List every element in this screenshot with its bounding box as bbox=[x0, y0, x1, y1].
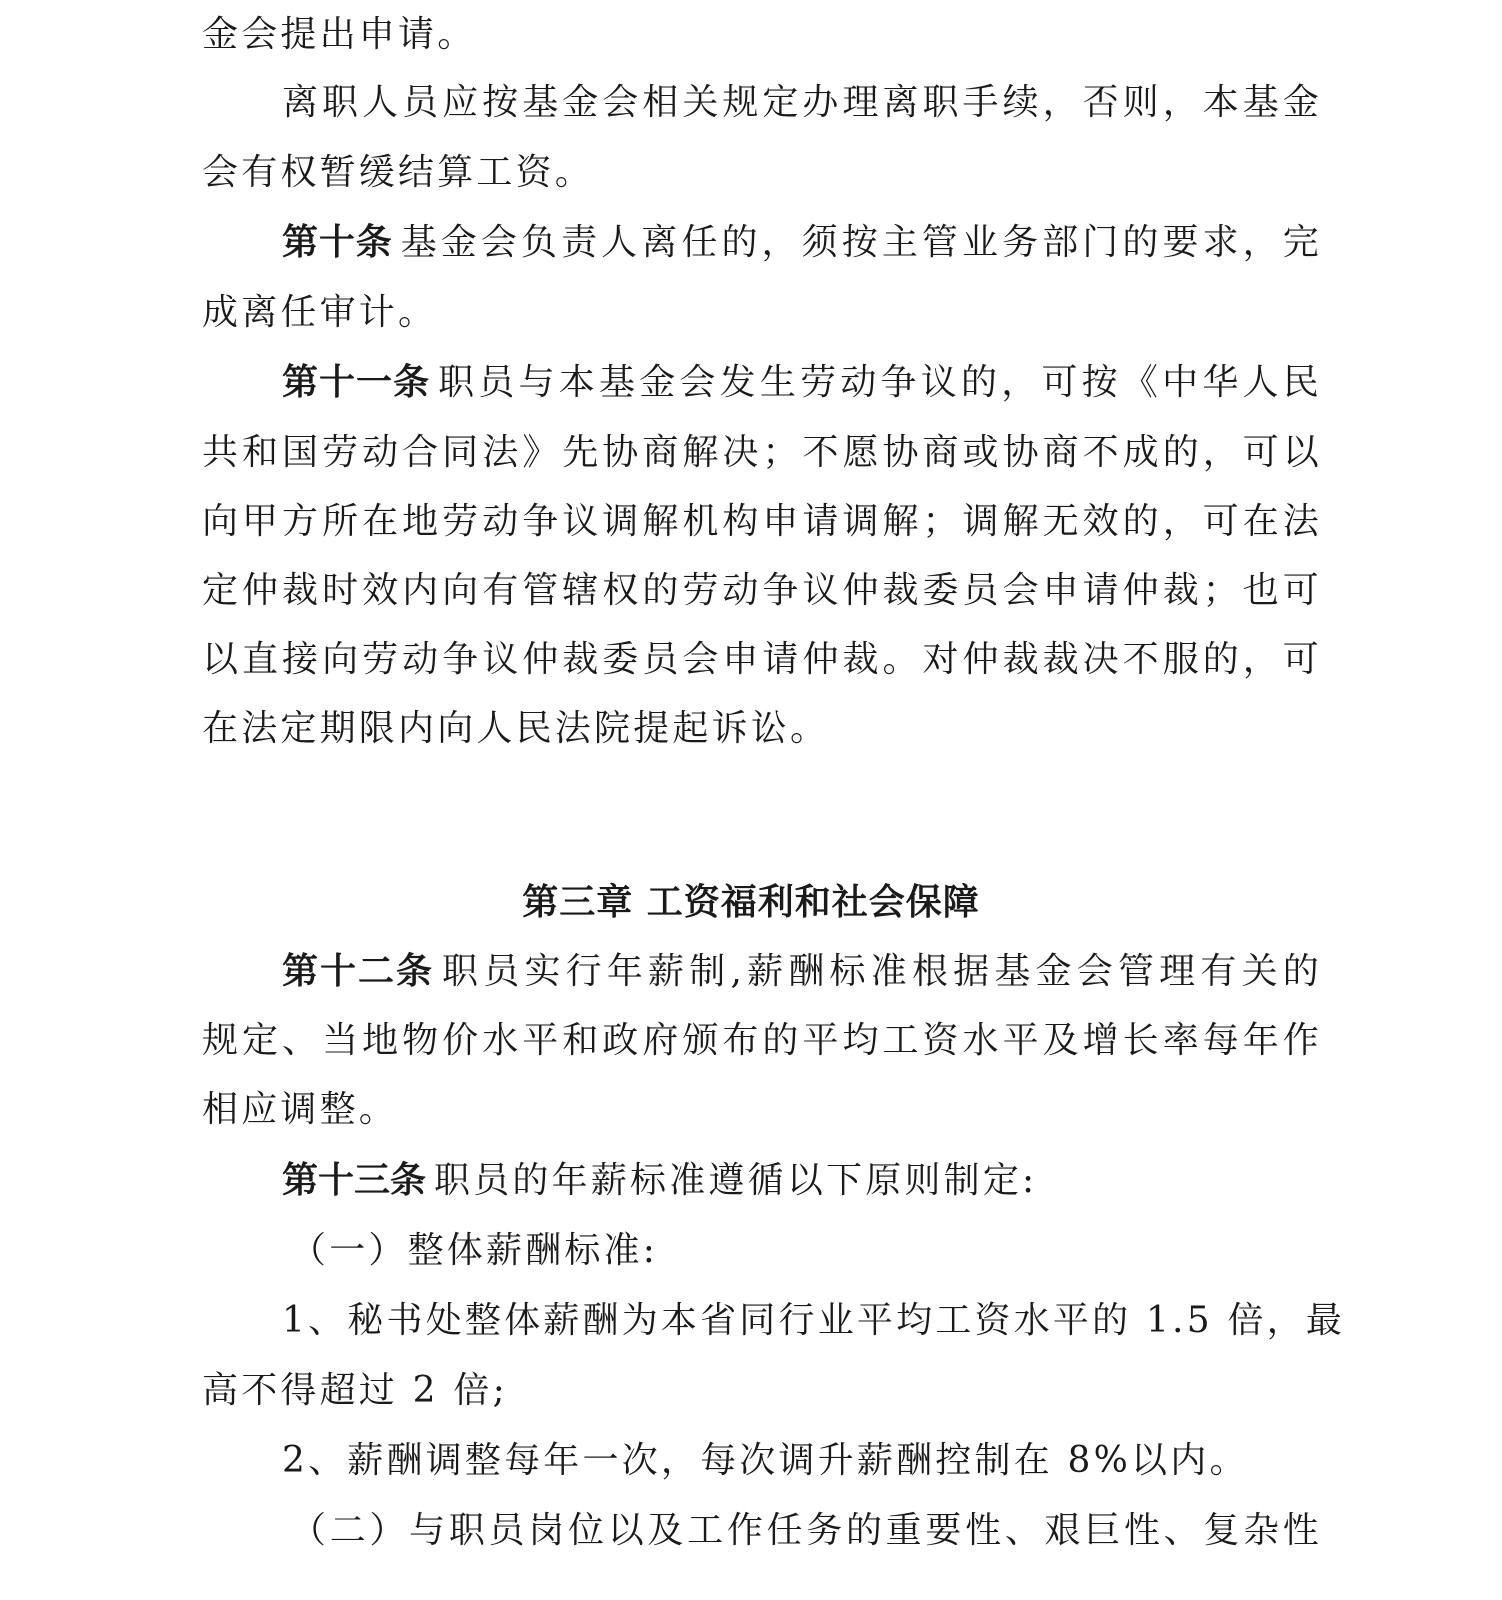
text-line: 相应调整。 bbox=[202, 1089, 399, 1130]
text-line: 定仲裁时效内向有管辖权的劳动争议仲裁委员会申请仲裁；也可 bbox=[202, 570, 1322, 611]
article-10-line bbox=[282, 218, 1322, 268]
text-line: 1、秘书处整体薪酬为本省同行业平均工资水平的 1.5 倍，最 bbox=[282, 1300, 1346, 1341]
text-line: 在法定期限内向人民法院提起诉讼。 bbox=[202, 708, 830, 749]
chapter-heading: 第三章 工资福利和社会保障 bbox=[522, 882, 980, 923]
article-11-line bbox=[282, 358, 1322, 408]
article-label: 第十一条 bbox=[282, 362, 431, 403]
text-span: 职员与本基金会发生劳动争议的，可按《中华人民 bbox=[438, 362, 1322, 403]
text-line: 以直接向劳动争议仲裁委员会申请仲裁。对仲裁裁决不服的，可 bbox=[202, 639, 1322, 680]
text-line: 高不得超过 2 倍; bbox=[202, 1370, 508, 1411]
text-span: 职员的年薪标准遵循以下原则制定: bbox=[434, 1160, 1038, 1201]
article-label: 第十三条 bbox=[282, 1160, 427, 1201]
text-line: 金会提出申请。 bbox=[202, 14, 477, 55]
article-13-line bbox=[282, 1156, 1322, 1206]
text-span: 职员实行年薪制,薪酬标准根据基金会管理有关的 bbox=[442, 951, 1322, 992]
text-line: （一）整体薪酬标准: bbox=[290, 1230, 659, 1271]
text-line: 向甲方所在地劳动争议调解机构申请调解；调解无效的，可在法 bbox=[202, 501, 1322, 542]
text-line: 成离任审计。 bbox=[202, 292, 438, 333]
text-line: （二）与职员岗位以及工作任务的重要性、艰巨性、复杂性 bbox=[290, 1510, 1322, 1551]
article-label: 第十条 bbox=[282, 222, 393, 263]
text-line: 共和国劳动合同法》先协商解决；不愿协商或协商不成的，可以 bbox=[202, 432, 1322, 473]
text-line: 离职人员应按基金会相关规定办理离职手续，否则，本基金 bbox=[282, 82, 1322, 123]
text-span: 基金会负责人离任的，须按主管业务部门的要求，完 bbox=[400, 222, 1322, 263]
text-line: 2、薪酬调整每年一次，每次调升薪酬控制在 8%以内。 bbox=[282, 1440, 1249, 1481]
article-12-line bbox=[282, 947, 1322, 997]
article-label: 第十二条 bbox=[282, 951, 435, 992]
text-line: 规定、当地物价水平和政府颁布的平均工资水平及增长率每年作 bbox=[202, 1020, 1322, 1061]
text-line: 会有权暂缓结算工资。 bbox=[202, 152, 595, 193]
